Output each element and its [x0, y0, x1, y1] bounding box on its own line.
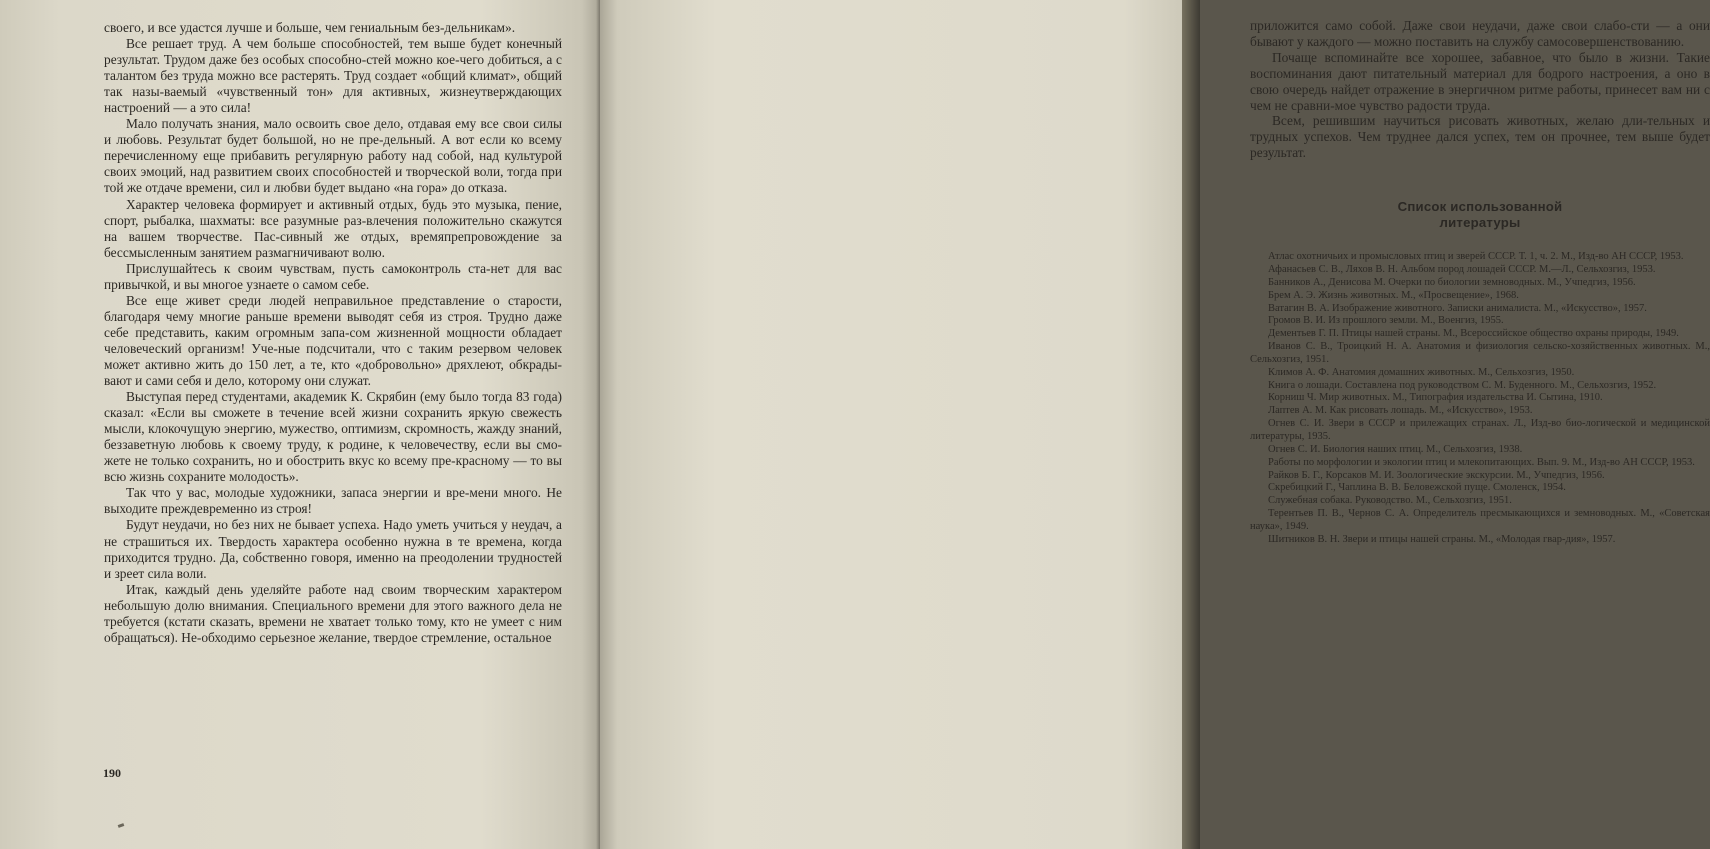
reference-entry: Иванов С. В., Троицкий Н. А. Анатомия и физиология сельско-хозяйственных животных. М., Сельхозгиз, 1951.	[1250, 341, 1710, 365]
reference-entry: Работы по морфологии и экологии птиц и млекопитающих. Вып. 9. М., Изд-во АН СССР, 1953.	[1268, 456, 1695, 468]
references-list	[1250, 251, 1710, 546]
body-paragraph: Будут неудачи, но без них не бывает успеха. Надо уметь учиться у неудач, а не страшиться их. Твердость характера особенно нужна в те времена, когда приходится трудно. Да, собственно говоря, именно на преодолении трудностей и зреет сила воли.	[104, 517, 562, 581]
reference-entry: Дементьев Г. П. Птицы нашей страны. М., Всероссийское общество охраны природы, 1949.	[1268, 328, 1679, 340]
left-page-text	[104, 20, 562, 646]
reference-entry: Огнев С. И. Звери в СССР и прилежащих странах. Л., Изд-во био-логической и медицинской литературы, 1935.	[1250, 418, 1710, 442]
reference-entry: Корниш Ч. Мир животных. М., Типография издательства И. Сытина, 1910.	[1268, 392, 1603, 404]
body-paragraph: Почаще вспоминайте все хорошее, забавное, что было в жизни. Такие воспоминания дают питательный материал для бодрого настроения, а оно в свою очередь найдет отражение в энергичном ритме работы, принесет вам ни с чем не сравни-мое чувство радости труда.	[1250, 49, 1710, 113]
body-paragraph: Характер человека формирует и активный отдых, будь это музыка, пение, спорт, рыбалка, шахматы: все разумные раз-влечения положительно скажутся на вашем творчестве. Пас-сивный же отдых, времяпрепровождение за бессмысленным занятием размагничивают волю.	[104, 196, 562, 260]
reference-entry: Ватагин В. А. Изображение животного. Записки анималиста. М., «Искусство», 1957.	[1268, 302, 1647, 314]
left-page	[0, 0, 600, 849]
body-paragraph: Прислушайтесь к своим чувствам, пусть самоконтроль ста-нет для вас привычкой, и вы многое узнаете о самом себе.	[104, 260, 562, 292]
right-page	[600, 0, 1710, 849]
reference-entry: Громов В. И. Из прошлого земли. М., Военгиз, 1955.	[1268, 315, 1504, 327]
reference-entry: Атлас охотничьих и промысловых птиц и зверей СССР. Т. 1, ч. 2. М., Изд-во АН СССР, 1953.	[1268, 251, 1684, 263]
body-paragraph: Выступая перед студентами, академик К. Скрябин (ему было тогда 83 года) сказал: «Если вы сможете в течение всей жизни сохранить яркую свежесть мысли, клокочущую энергию, мужество, оптимизм, скромность, жажду знаний, беззаветную любовь к своему труду, к родине, к человечеству, если вы смо-жете не только сохранить, но и обострить вкус ко всему пре-красному — то вы всю жизнь сохраните молодость».	[104, 389, 562, 485]
body-paragraph: Итак, каждый день уделяйте работе над своим творческим характером небольшую долю внимания. Специального времени для этого важного дела не требуется (кстати сказать, времени не хватает только тому, кто не умеет с ним обращаться). Не-обходимо серьезное желание, твердое стремление, остальное	[104, 581, 562, 645]
body-paragraph: своего, и все удастся лучше и больше, чем гениальным без-дельникам».	[104, 20, 516, 35]
reference-entry: Афанасьев С. В., Ляхов В. Н. Альбом пород лошадей СССР. М.—Л., Сельхозгиз, 1953.	[1268, 264, 1656, 275]
reference-entry: Брем А. Э. Жизнь животных. М., «Просвещение», 1968.	[1268, 289, 1519, 301]
references-title-line: литературы	[1439, 215, 1521, 231]
reference-entry: Райков Б. Г., Корсаков М. И. Зоологические экскурсии. М., Учпедгиз, 1956.	[1268, 469, 1605, 481]
reference-entry: Скребицкий Г., Чаплина В. В. Беловежской пуще. Смоленск, 1954.	[1268, 482, 1566, 494]
reference-entry: Огнев С. И. Биология наших птиц. М., Сельхозгиз, 1938.	[1268, 443, 1523, 455]
reference-entry: Шитников В. Н. Звери и птицы нашей страны. М., «Молодая гвар-дия», 1957.	[1268, 533, 1616, 545]
references-title	[1250, 199, 1710, 231]
body-paragraph: Всем, решившим научиться рисовать животных, желаю дли-тельных и трудных успехов. Чем труднее дался успех, тем он прочнее, тем выше будет результат.	[1250, 113, 1710, 161]
body-paragraph: приложится само собой. Даже свои неудачи, даже свои слабо-сти — а они бывают у каждого — можно поставить на службу самосовершенствованию.	[1250, 18, 1710, 49]
references-title-line: Список использованной	[1397, 199, 1563, 215]
reference-entry: Лаптев А. М. Как рисовать лошадь. М., «Искусство», 1953.	[1268, 405, 1533, 417]
body-paragraph: Все еще живет среди людей неправильное представление о старости, благодаря чему многие раньше времени выводят себя из строя. Трудно даже себе представить, каким огромным запа-сом жизненной мощности обладает человеческий организм! Уче-ные подсчитали, что с таким резервом человек может активно жить до 150 лет, а те, кто «добровольно» дряхлеют, обкрады-вают и сами себя и дело, которому они служат.	[104, 292, 562, 389]
body-paragraph: Все решает труд. А чем больше способностей, тем выше будет конечный результат. Трудом даже без особых способно-стей можно кое-чего добиться, а с талантом без труда можно все растерять. Труд создает «общий климат», общий так назы-ваемый «чувственный тон» для активных, жизнеутверждающих настроений — а это сила!	[104, 36, 562, 116]
reference-entry: Терентьев П. В., Чернов С. А. Определитель пресмыкающихся и земноводных. М., «Советская наука», 1949.	[1250, 508, 1710, 532]
reference-entry: Банников А., Денисова М. Очерки по биологии земноводных. М., Учпедгиз, 1956.	[1268, 276, 1636, 288]
right-page-text	[1250, 18, 1710, 547]
reference-entry: Климов А. Ф. Анатомия домашних животных. М., Сельхозгиз, 1950.	[1268, 366, 1575, 378]
body-paragraph: Мало получать знания, мало освоить свое дело, отдавая ему все свои силы и любовь. Результат будет большой, но не пре-дельный. А вот если ко всему перечисленному еще прибавить регулярную работу над собой, над культурой своих эмоций, над развитием своих способностей и творческой воли, тогда при той же отдаче времени, сил и любви будет выдано «на гора» до отказа.	[104, 116, 562, 196]
reference-entry: Книга о лошади. Составлена под руководством С. М. Буденного. М., Сельхозгиз, 1952.	[1268, 379, 1657, 391]
book-edge	[1182, 0, 1200, 849]
page-number: 190	[103, 766, 121, 780]
reference-entry: Служебная собака. Руководство. М., Сельхозгиз, 1951.	[1268, 495, 1512, 507]
body-paragraph: Так что у вас, молодые художники, запаса энергии и вре-мени много. Не выходите преждевременно из строя!	[104, 485, 562, 517]
paper-speck	[118, 823, 125, 828]
